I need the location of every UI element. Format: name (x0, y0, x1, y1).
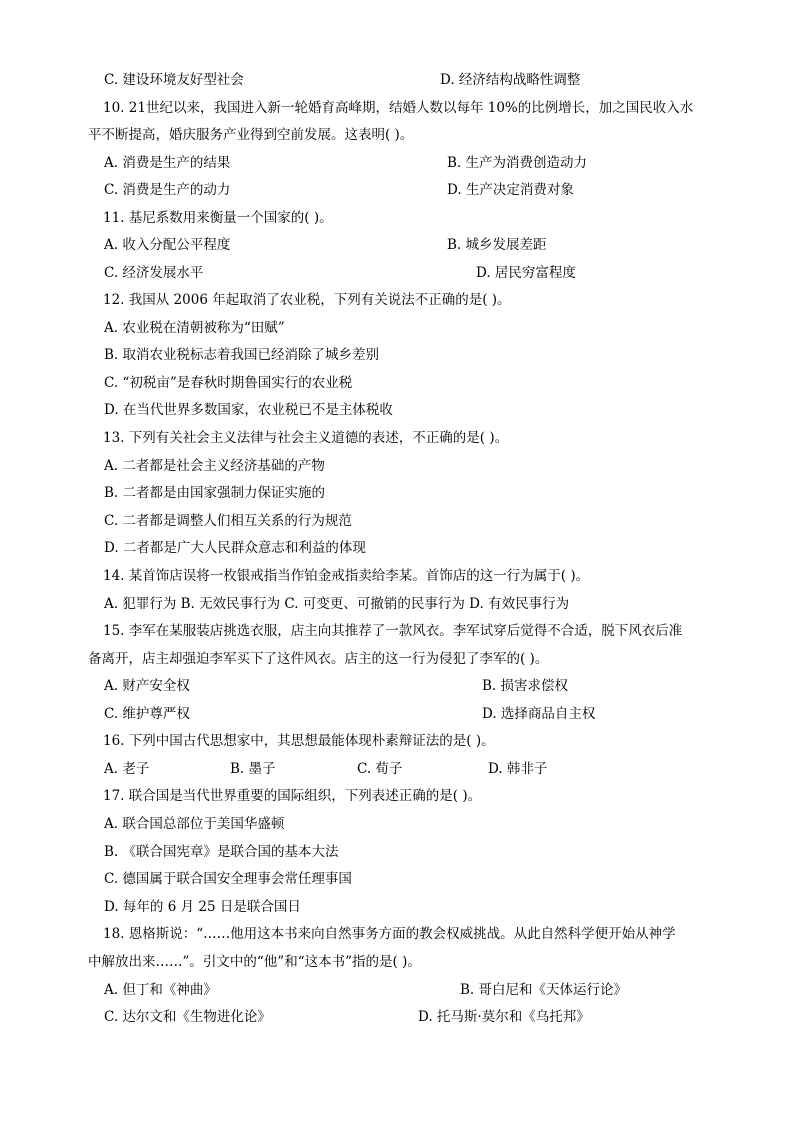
q17-option-d: D. 每年的 6 月 25 日是联合国日 (104, 899, 301, 915)
q11-option-d: D. 居民穷富程度 (476, 265, 576, 281)
q16-option-a: A. 老子 (104, 761, 150, 777)
q16-option-c: C. 荀子 (357, 761, 403, 777)
q15-option-d: D. 选择商品自主权 (482, 706, 596, 722)
q15-option-a: A. 财产安全权 (104, 678, 190, 694)
q17-option-c: C. 德国属于联合国安全理事会常任理事国 (104, 871, 352, 887)
q17-option-a: A. 联合国总部位于美国华盛顿 (104, 816, 285, 832)
q18-option-d: D. 托马斯·莫尔和《乌托邦》 (418, 1009, 590, 1025)
q10-option-a: A. 消费是生产的结果 (104, 155, 231, 171)
q10-option-b: B. 生产为消费创造动力 (447, 155, 588, 171)
q18-option-b: B. 哥白尼和《天体运行论》 (460, 982, 628, 998)
q15-option-c: C. 维护尊严权 (104, 706, 190, 722)
q13-option-c: C. 二者都是调整人们相互关系的行为规范 (104, 513, 352, 529)
q11-option-a: A. 收入分配公平程度 (104, 237, 231, 253)
q11-stem: 11. 基尼系数用来衡量一个国家的( )。 (103, 210, 333, 226)
q18-option-c: C. 达尔文和《生物进化论》 (104, 1009, 271, 1025)
q12-option-b: B. 取消农业税标志着我国已经消除了城乡差别 (104, 347, 380, 363)
q14-options: A. 犯罪行为 B. 无效民事行为 C. 可变更、可撤销的民事行为 D. 有效民事行为 (104, 596, 570, 612)
q15-stem-line1: 15. 李军在某服装店挑选衣服，店主向其推荐了一款风衣。李军试穿后觉得不合适，脱下风衣后准 (103, 623, 683, 639)
q16-option-b: B. 墨子 (230, 761, 276, 777)
q9-option-c: C. 建设环境友好型社会 (104, 72, 244, 88)
q18-stem-line1: 18. 恩格斯说：“……他用这本书来向自然事务方面的教会权威挑战。从此自然科学便开始从神学 (103, 926, 676, 942)
q15-stem-line2: 备离开，店主却强迫李军买下了这件风衣。店主的这一行为侵犯了李军的( )。 (88, 651, 549, 667)
q10-stem-line1: 10. 21世纪以来，我国进入新一轮婚育高峰期，结婚人数以每年 10%的比例增长，加之国民收入水 (103, 100, 694, 116)
q11-option-b: B. 城乡发展差距 (447, 237, 547, 253)
q17-option-b: B. 《联合国宪章》是联合国的基本大法 (104, 844, 339, 860)
q12-stem: 12. 我国从 2006 年起取消了农业税，下列有关说法不正确的是( )。 (103, 292, 511, 308)
q17-stem: 17. 联合国是当代世界重要的国际组织，下列表述正确的是( )。 (103, 788, 482, 804)
q12-option-a: A. 农业税在清朝被称为“田赋” (104, 320, 285, 336)
q9-option-d: D. 经济结构战略性调整 (440, 72, 581, 88)
q11-option-c: C. 经济发展水平 (104, 265, 204, 281)
q10-option-d: D. 生产决定消费对象 (447, 182, 574, 198)
q13-option-a: A. 二者都是社会主义经济基础的产物 (104, 458, 325, 474)
q12-option-c: C. “初税亩”是春秋时期鲁国实行的农业税 (104, 375, 353, 391)
q10-option-c: C. 消费是生产的动力 (104, 182, 231, 198)
q16-option-d: D. 韩非子 (488, 761, 548, 777)
q13-option-d: D. 二者都是广大人民群众意志和利益的体现 (104, 540, 366, 556)
q12-option-d: D. 在当代世界多数国家，农业税已不是主体税收 (104, 402, 393, 418)
q13-stem: 13. 下列有关社会主义法律与社会主义道德的表述，不正确的是( )。 (103, 430, 509, 446)
q14-stem: 14. 某首饰店误将一枚银戒指当作铂金戒指卖给李某。首饰店的这一行为属于( )。 (103, 568, 590, 584)
q15-option-b: B. 损害求偿权 (482, 678, 569, 694)
q10-stem-line2: 平不断提高，婚庆服务产业得到空前发展。这表明( )。 (88, 127, 414, 143)
q18-stem-line2: 中解放出来……”。引文中的“他”和“这本书”指的是( )。 (88, 954, 421, 970)
q16-stem: 16. 下列中国古代思想家中，其思想最能体现朴素辩证法的是( )。 (103, 733, 495, 749)
q18-option-a: A. 但丁和《神曲》 (104, 982, 217, 998)
q13-option-b: B. 二者都是由国家强制力保证实施的 (104, 485, 326, 501)
